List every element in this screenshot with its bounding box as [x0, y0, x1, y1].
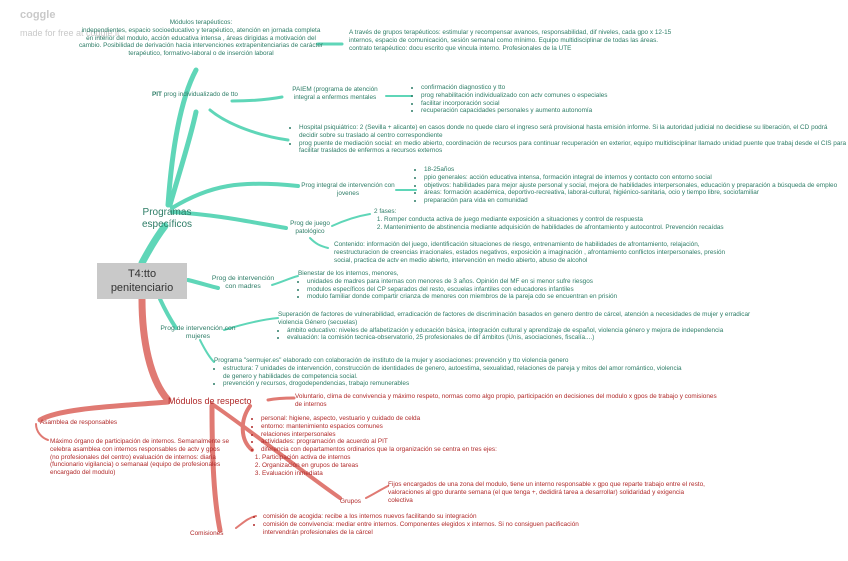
branch-mujeres-sermujer [200, 340, 214, 362]
mujeres-node[interactable]: Prog de intervención con mujeres [160, 325, 236, 341]
list-item: 1. Participación activa de internos [262, 454, 562, 462]
modulos-respeto-areas [252, 415, 562, 478]
list-item: • ppio generales: acción educativa intensa, formación integral de internos y contacto con entorno social [424, 174, 848, 182]
list-item: • 18-25años [424, 166, 848, 174]
juego-contenido: Contenido: información del juego, identificación situaciones de riesgo, entrenamiento de habilidades de afrontamiento, relajación, reestructuracion de creencias irracionales, estados negativos, exposición a imaginación , afrontamiento conflictos interpersonales, presión social, practica de actv en medio abierto, intervención en medio abierto, abuso de alcohol [334, 241, 726, 264]
branch-juego-fases [332, 214, 370, 226]
list-item: • entorno: mantenimiento espacios comunes [261, 423, 562, 431]
modulos-terapeuticos-node[interactable] [78, 19, 324, 58]
list-item: 1. Romper conducta activa de juego mediante exposición a situaciones y control de respuesta [384, 216, 804, 224]
list-item: 3. Evaluación inmediata [262, 470, 562, 478]
list-item: • prog rehabilitación individualizado con actv comunes o especiales [421, 92, 721, 100]
list-item: • prog puente de mediación social: en medio abierto, coordinación de recursos para continuar recuperación en exterior, equipo multidisciplinar llamado unidad puente que trabaj desde el CIS para facilitar traslados de enfermos a recursos externos [299, 140, 847, 156]
pit-title-rest: prog individualizado de tto [163, 91, 238, 98]
list-item: • preparación para vida en comunidad [424, 197, 848, 205]
mujeres-content [278, 311, 758, 342]
list-item: • modulo familiar donde compartir crianza de menores con miembros de la pareja cdo se encuentran en prisión [307, 293, 628, 301]
juego-fases [374, 208, 804, 231]
branch-mujeres [160, 299, 176, 328]
list-item: • relaciones interpersonales [261, 431, 562, 439]
coggle-brand: coggle [20, 9, 56, 21]
list-item: • ámbito educativo: niveles de alfabetización y educación básica, integración cultural y aprendizaje de español, violencia género y mejora de independencia [287, 327, 758, 335]
list-item: • prevención y recursos, drogodependencias, trabajo remunerables [223, 380, 686, 388]
branch-asamblea [40, 402, 168, 420]
central-node[interactable] [97, 263, 187, 299]
list-item: • evaluación: la comisión tecnica-observatorio, 25 profesionales de dif ámbitos (Unis, asociaciones, fiscalía....) [287, 334, 758, 342]
grupos-body: Fijos encargados de una zona del modulo, tiene un interno responsable x gpo que reparte trabajo entre el resto, valoraciones al gpo durante semana (el que tenga +, dedidirá tarea a desarrollar) solidaridad y exigencia colectiva [388, 481, 705, 504]
branch-hospital [210, 110, 288, 140]
madres-content [298, 270, 628, 301]
list-item: • áreas: formación académica, deportivo-recreativa, laboral-cultural, higiénico-sanitaria, ocio y tiempo libre, sociofamiliar [424, 189, 848, 197]
branch-juego-contenido [310, 238, 328, 248]
modulos-terapeuticos-body: independientes, espacio socioeducativo y terapéutico, atención en jornada completa en interior del modulo, acción educativa intensa , áreas dirigidas a motivación del cambio. Posibilidad de derivación hacia intervenciones extrapenitenciarias de carácter terapéutico, formativo-laboral o de inserción laboral [78, 26, 324, 58]
branch-grupos-body [366, 486, 388, 498]
modulos-terapeuticos-detail: A través de grupos terapéuticos: estimular y recompensar avances, responsabilidad, dif niveles, cada gpo x 12-15 internos, espacio de comunicación, sesión semanal como mínimo. Equipo multidisciplinar de todas las áreas. contrato terapéutico: docu escrito que vincula interno. Profesionales de la UTE [349, 29, 672, 52]
list-item: • personal: higiene, aspecto, vestuario y cuidado de celda [261, 415, 562, 423]
list-item: • confirmación diagnostico y tto [421, 84, 721, 92]
modulos-respeto-description: Voluntario, clima de convivencia y máximo respeto, normas como algo propio, participación en decisiones del modulo x gpos de trabajo y comisiones de internos [295, 393, 717, 408]
comisiones-node[interactable]: Comisiones [190, 530, 224, 537]
modulos-terapeuticos-title: Módulos terapéuticos: [169, 19, 233, 26]
list-item: • facilitar incorporación social [421, 100, 721, 108]
branch-jovenes [172, 184, 298, 208]
list-item: • diferencia con departamentos ordinarios que la organización se centra en tres ejes: [261, 446, 562, 454]
central-line1: T4:tto [127, 267, 157, 280]
grupos-node[interactable]: Grupos [340, 498, 361, 505]
comisiones-list [254, 513, 613, 536]
madres-node[interactable]: Prog de intervención con madres [211, 275, 275, 291]
jovenes-list [415, 166, 848, 205]
list-item: • actividades: programación de acuerdo al PIT [261, 438, 562, 446]
sermujer-content [214, 357, 686, 388]
list-item: 2. Organización en grupos de tareas [262, 462, 562, 470]
programas-especificos-node[interactable]: Programas específicos [141, 207, 193, 231]
list-item: • comisión de acogida: recibe a los internos nuevos facilitando su integración [263, 513, 613, 521]
sermujer-intro: Programa "sermujer.es" elaborado con colaboración de instituto de la mujer y asociaciones: prevención y tto violencia genero [214, 357, 569, 364]
juego-fases-title: 2 fases: [374, 208, 397, 215]
list-item: • objetivos: habilidades para mejor ajuste personal y social, mejora de habilidades interpersonales, educación y preparación a búsqueda de empleo [424, 182, 848, 190]
central-line2: penitenciario [110, 282, 174, 294]
list-item: • recuperación capacidades personales y aumento autonomía [421, 107, 721, 115]
pit-node[interactable] [150, 91, 240, 99]
asamblea-body: Máximo órgano de participación de internos. Semanalmente se celebra asamblea con internos responsables de actv y gpos (no profesionales del centro) evaluación de internos: diaria (funcionario vigilancia) o semanaal (equipo de profesionales encargado del modulo) [50, 438, 230, 477]
list-item: • comisión de convivencia: mediar entre internos. Componentes elegidos x internos. Si no consiguen pacificación intervendrán profesionales de la cárcel [263, 521, 613, 537]
list-item: • estructura: 7 unidades de intervención, construcción de identidades de genero, autoestima, sexualidad, relaciones de pareja y mitos del amor romántico, violencia de genero y habilidades de competencia social. [223, 365, 686, 381]
branch-central-programas [142, 226, 165, 263]
list-item: • unidades de madres para internas con menores de 3 años. Opinión del MF en si menor sufre riesgos [307, 278, 628, 286]
coggle-tagline: made for free at coggle.it [20, 28, 120, 38]
list-item: • Hospital psiquiátrico: 2 (Sevilla + alicante) en casos donde no quede claro el ingreso será provisional hasta emisión informe. Si la autoridad judicial no decidiese su liberación, el CD podrá decidir sobre su traslado al centro correspondiente [299, 124, 847, 140]
modulos-respeto-node[interactable]: Módulos de respecto [168, 396, 252, 406]
list-item: 2. Mantenimiento de abstinencia mediante adquisición de habilidades de afrontamiento y autocontrol. Prevención recaídas [384, 224, 804, 232]
jovenes-node[interactable]: Prog integral de intervención con jovenes [301, 182, 395, 197]
paiem-list [412, 84, 721, 115]
hospital-list [290, 124, 847, 155]
juego-node[interactable]: Prog de juego patológico [290, 220, 330, 235]
branch-central-modulos-respeto [142, 299, 168, 400]
pit-title-bold: PIT [152, 91, 162, 98]
paiem-node[interactable]: PAIEM (programa de atención integral a enfermos mentales [292, 86, 378, 101]
asamblea-node[interactable]: Asamblea de responsables [40, 419, 118, 426]
mujeres-intro: Superación de factores de vulnerabilidad, erradicación de factores de discriminación basados en genero dentro de cárcel, atención a necesidades de mujer y erradicar violencia Género (secuelas) [278, 311, 751, 326]
list-item: • modulos específicos del CP separados del resto, escuelas infantiles con educadores infantiles [307, 286, 628, 294]
madres-intro: Bienestar de los internos, menores, [298, 270, 399, 277]
